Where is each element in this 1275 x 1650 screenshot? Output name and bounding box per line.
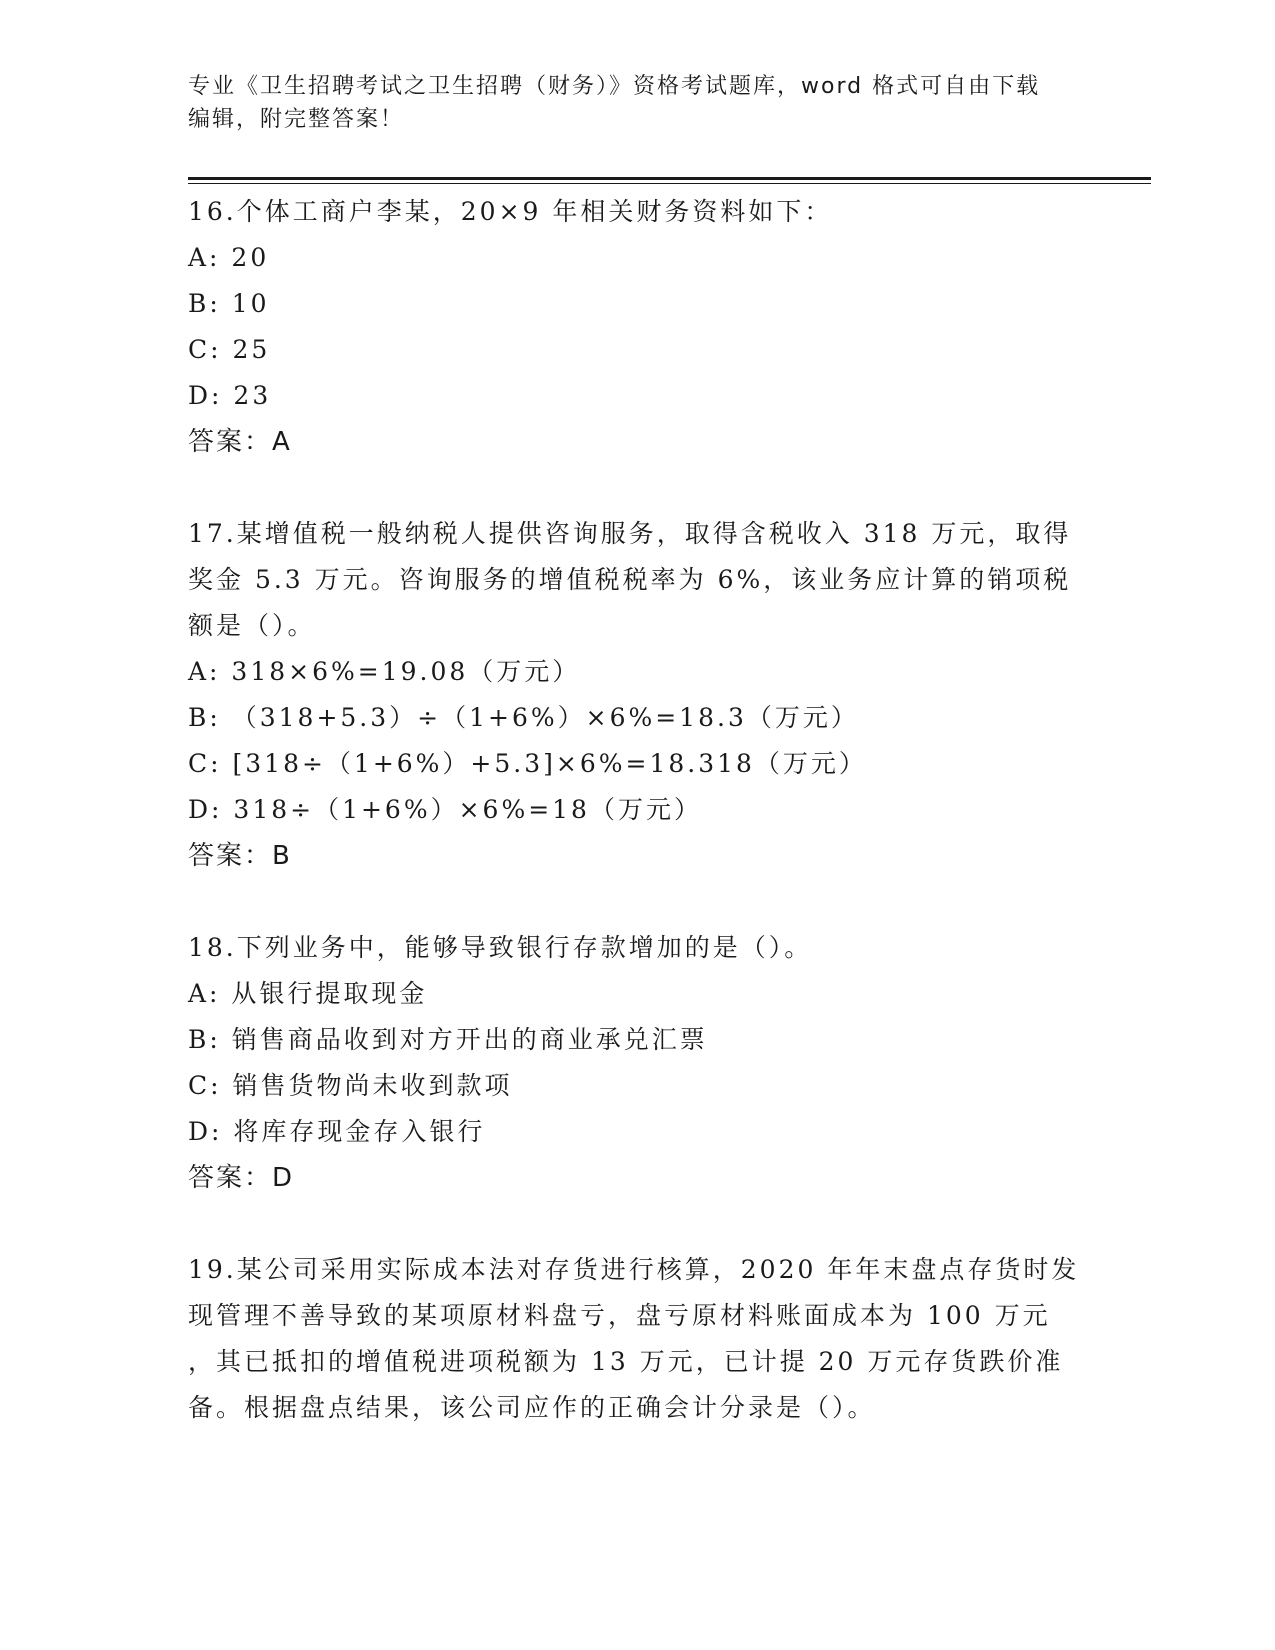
header-divider-thin bbox=[188, 183, 1151, 184]
question-19 bbox=[188, 1247, 1088, 1431]
question-text: 18.下列业务中，能够导致银行存款增加的是（）。 bbox=[188, 933, 813, 962]
option-c: C: 销售货物尚未收到款项 bbox=[188, 1071, 513, 1100]
question-text: 16.个体工商户李某，20×9 年相关财务资料如下： bbox=[188, 197, 833, 226]
question-17 bbox=[188, 511, 1088, 879]
question-text: 现管理不善导致的某项原材料盘亏，盘亏原材料账面成本为 100 万元 bbox=[188, 1301, 1051, 1330]
option-d: D: 23 bbox=[188, 381, 272, 410]
question-18 bbox=[188, 925, 1088, 1201]
option-a: A: 318×6%=19.08（万元） bbox=[188, 657, 581, 686]
option-b: B: （318+5.3）÷（1+6%）×6%=18.3（万元） bbox=[188, 703, 859, 732]
question-text: 额是（）。 bbox=[188, 611, 316, 640]
page-header bbox=[188, 70, 1088, 136]
option-d: D: 将库存现金存入银行 bbox=[188, 1117, 486, 1146]
header-line: 专业《卫生招聘考试之卫生招聘（财务）》资格考试题库，word 格式可自由下载 bbox=[188, 74, 1041, 99]
question-text: ，其已抵扣的增值税进项税额为 13 万元，已计提 20 万元存货跌价准 bbox=[188, 1347, 1064, 1376]
question-list bbox=[188, 189, 1088, 1431]
answer-label: 答案：A bbox=[188, 427, 292, 457]
option-c: C: [318÷（1+6%）+5.3]×6%=18.318（万元） bbox=[188, 749, 867, 778]
option-a: A: 20 bbox=[188, 243, 270, 272]
question-text: 19.某公司采用实际成本法对存货进行核算，2020 年年末盘点存货时发 bbox=[188, 1255, 1080, 1284]
option-b: B: 10 bbox=[188, 289, 270, 318]
question-text: 17.某增值税一般纳税人提供咨询服务，取得含税收入 318 万元，取得 bbox=[188, 519, 1072, 548]
question-text: 备。根据盘点结果，该公司应作的正确会计分录是（）。 bbox=[188, 1393, 876, 1422]
option-b: B: 销售商品收到对方开出的商业承兑汇票 bbox=[188, 1025, 708, 1054]
header-divider-thick bbox=[188, 177, 1151, 180]
question-16 bbox=[188, 189, 1088, 465]
header-line: 编辑，附完整答案！ bbox=[188, 107, 405, 132]
question-text: 奖金 5.3 万元。咨询服务的增值税税率为 6%，该业务应计算的销项税 bbox=[188, 565, 1072, 594]
option-c: C: 25 bbox=[188, 335, 271, 364]
option-a: A: 从银行提取现金 bbox=[188, 979, 428, 1008]
answer-label: 答案：D bbox=[188, 1163, 295, 1193]
option-d: D: 318÷（1+6%）×6%=18（万元） bbox=[188, 795, 702, 824]
answer-label: 答案：B bbox=[188, 841, 292, 871]
